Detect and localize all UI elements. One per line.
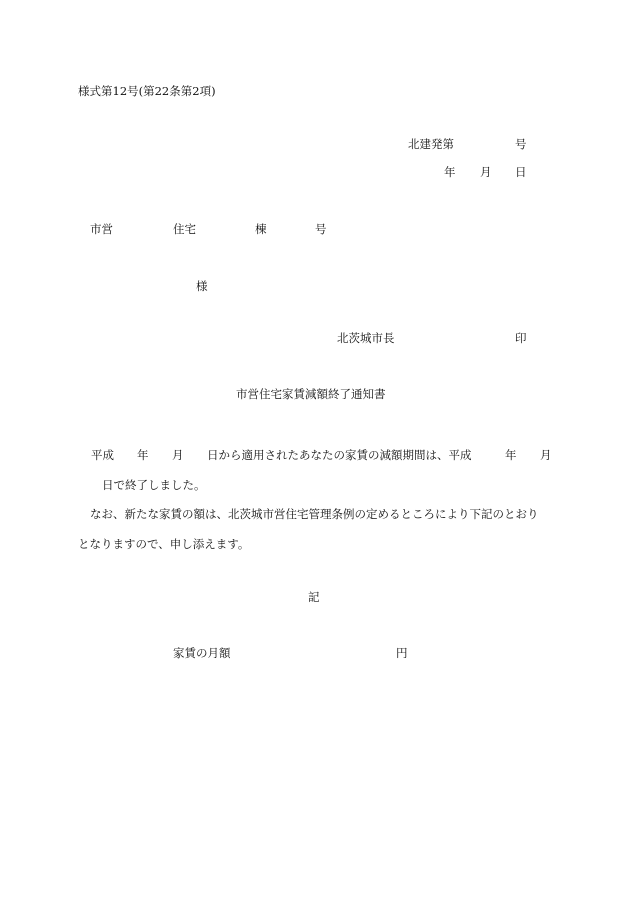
issuer-seal: 印 bbox=[515, 331, 527, 345]
address-housing: 住宅 bbox=[173, 222, 196, 236]
body-line-1-text: 日から適用されたあなたの家賃の減額期間は、平成 bbox=[207, 448, 472, 462]
date-year: 年 bbox=[444, 165, 456, 179]
document-title: 市営住宅家賃減額終了通知書 bbox=[236, 387, 386, 401]
document-number-suffix: 号 bbox=[515, 137, 527, 151]
address-building: 棟 bbox=[255, 222, 267, 236]
rent-unit: 円 bbox=[396, 646, 408, 660]
body-month-2: 月 bbox=[540, 448, 552, 462]
body-year-2: 年 bbox=[505, 448, 517, 462]
body-line-3: なお、新たな家賃の額は、北茨城市営住宅管理条例の定めるところにより下記のとおり bbox=[90, 507, 539, 521]
date-day: 日 bbox=[515, 165, 527, 179]
document-number-prefix: 北建発第 bbox=[408, 137, 454, 151]
body-line-2: 日で終了しました。 bbox=[102, 478, 206, 492]
date-month: 月 bbox=[480, 165, 492, 179]
body-line-4: となりますので、申し添えます。 bbox=[78, 537, 250, 551]
issuer-name: 北茨城市長 bbox=[337, 331, 395, 345]
body-era-1: 平成 bbox=[91, 448, 114, 462]
form-number: 様式第12号(第22条第2項) bbox=[78, 84, 216, 98]
body-month-1: 月 bbox=[172, 448, 184, 462]
note-heading: 記 bbox=[308, 590, 320, 604]
rent-label: 家賃の月額 bbox=[173, 646, 231, 660]
body-year-1: 年 bbox=[137, 448, 149, 462]
recipient-honorific: 様 bbox=[196, 279, 208, 293]
address-city-housing: 市営 bbox=[90, 222, 113, 236]
address-unit: 号 bbox=[315, 222, 327, 236]
